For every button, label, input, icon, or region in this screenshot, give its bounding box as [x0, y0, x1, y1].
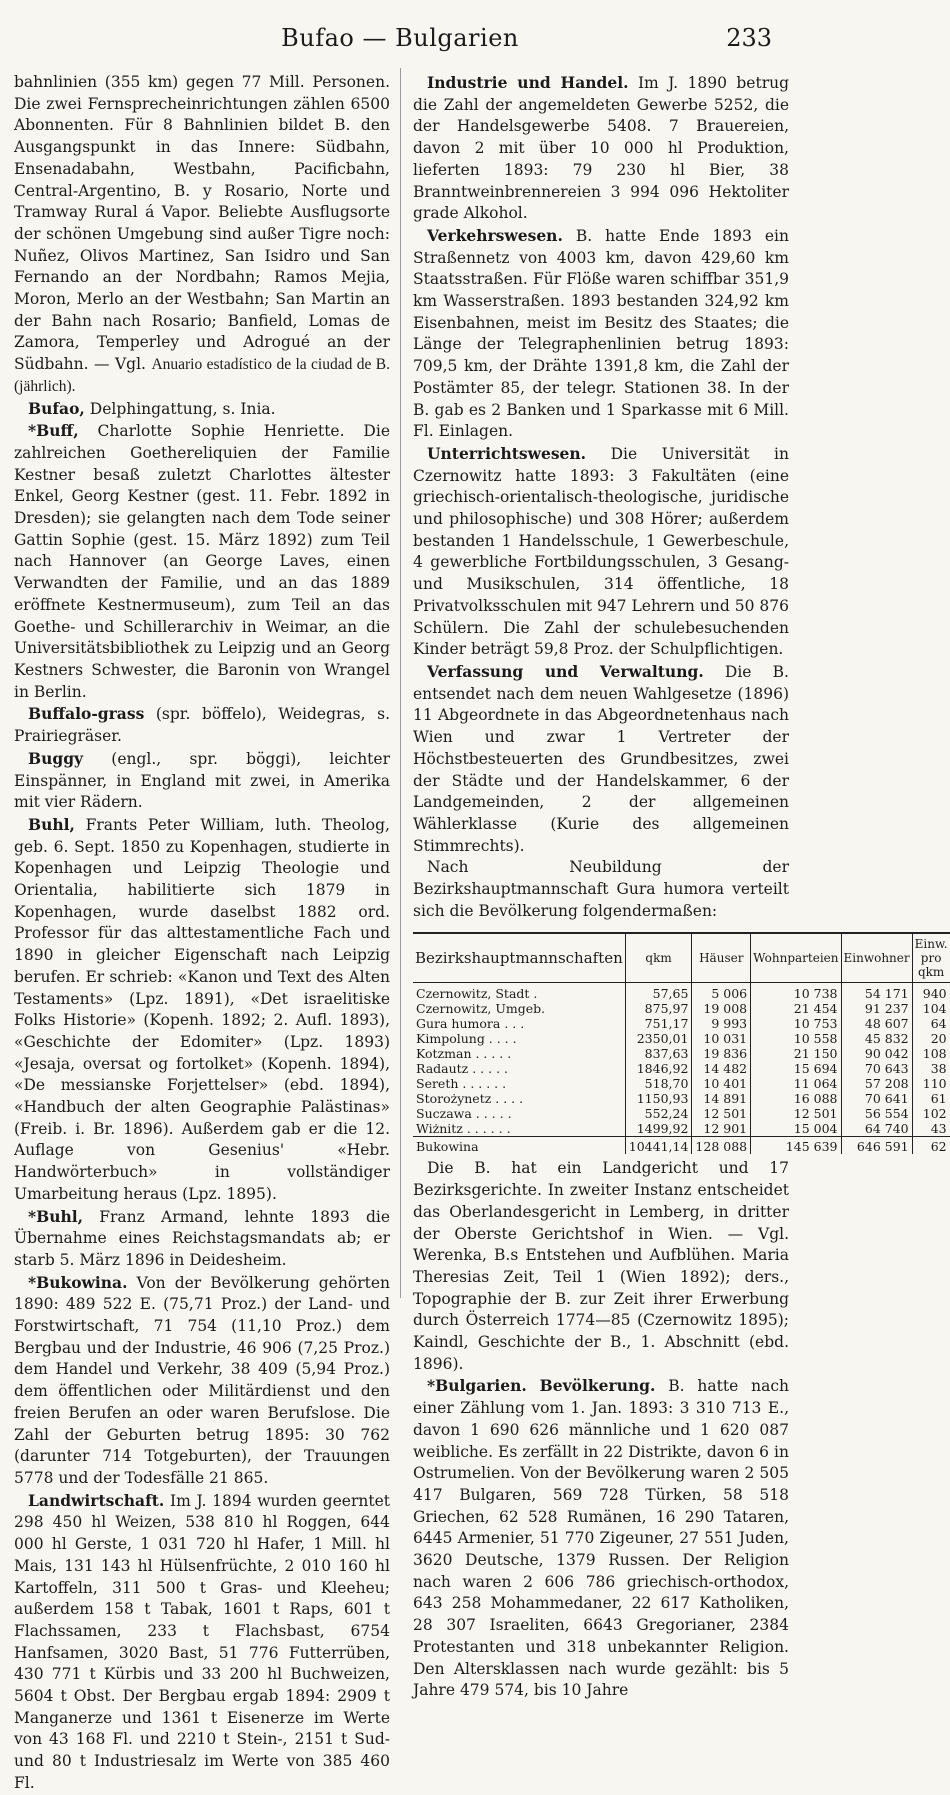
table-cell: 1499,92: [625, 1121, 692, 1137]
entry-bukowina: [14, 1272, 390, 1490]
entry-buff: [14, 420, 390, 703]
table-cell: 70 641: [841, 1091, 912, 1106]
running-head: Bufao — Bulgarien: [281, 24, 519, 52]
entry-buhl-frants: [14, 814, 390, 1206]
entry-buhl-franz: [14, 1206, 390, 1272]
headword: Buggy: [28, 748, 84, 768]
subheading: Landwirtschaft.: [28, 1490, 165, 1510]
headword: *Buff,: [28, 421, 79, 441]
table-header-row: [413, 933, 950, 983]
table-row: [413, 1031, 950, 1046]
entry-text: Die B. hat ein Landgericht und 17 Bezirksgerichte. In zweiter Instanz entscheidet das Oberlandesgericht in Lemberg, in dritter der Oberste Gerichtshof in Wien. — Vgl. Werenka, B.s Entstehen und Aufblühen. Maria Theresias Zeit, Teil 1 (Wien 1892); ders., Topographie der B. zur Zeit ihrer Erwerbung durch Österreich 1774—85 (Czernowitz 1895); Kaindl, Geschichte der B., 1. Abschnitt (ebd. 1896).: [413, 1159, 789, 1373]
table-cell: 90 042: [841, 1046, 912, 1061]
table-cell: 875,97: [625, 1001, 692, 1016]
column-divider: [400, 68, 401, 1298]
table-body: [413, 983, 950, 1155]
table-total-row: [413, 1137, 950, 1155]
table-cell: 14 482: [692, 1061, 751, 1076]
table-cell: 12 901: [692, 1121, 751, 1137]
entry-text: (engl., spr. böggi), leichter Einspänner, in England mit zwei, in Amerika mit vier Rädern.: [14, 749, 390, 812]
table-cell: 64 740: [841, 1121, 912, 1137]
table-cell: Bukowina: [413, 1137, 625, 1155]
table-cell: 552,24: [625, 1106, 692, 1121]
table-cell: 12 501: [692, 1106, 751, 1121]
table-cell: 38: [912, 1061, 950, 1076]
table-cell: 56 554: [841, 1106, 912, 1121]
entry-text: Delphingattung, s. Inia.: [89, 399, 276, 418]
headword: *Bukowina.: [28, 1272, 128, 1292]
table-cell: 91 237: [841, 1001, 912, 1016]
table-cell: 10 401: [692, 1076, 751, 1091]
paragraph-neubildung: [413, 857, 789, 922]
page-number: 233: [726, 24, 772, 52]
table-cell: Suczawa . . . . .: [416, 1106, 512, 1122]
table-cell: 15 694: [751, 1061, 841, 1076]
table-cell: 20: [912, 1031, 950, 1046]
table-cell: 10 558: [751, 1031, 841, 1046]
entry-text: Franz Armand, lehnte 1893 die Übernahme eines Reichstagsmandats ab; er starb 5. März 1896 in Deidesheim.: [14, 1207, 390, 1269]
table-cell: 518,70: [625, 1076, 692, 1091]
table-cell: 751,17: [625, 1016, 692, 1031]
table-cell: 15 004: [751, 1121, 841, 1137]
table-cell: 110: [912, 1076, 950, 1091]
subsection-verfassung: [413, 661, 789, 857]
table-row: [413, 1046, 950, 1061]
table-cell: 21 454: [751, 1001, 841, 1016]
table-cell: 940: [912, 983, 950, 1002]
table-cell: Czernowitz, Umgeb.: [416, 1001, 546, 1017]
table-cell: 16 088: [751, 1091, 841, 1106]
table-cell: 57 208: [841, 1076, 912, 1091]
subheading: Industrie und Handel.: [427, 73, 629, 92]
table-cell: Sereth . . . . . .: [416, 1076, 507, 1092]
table-cell: 57,65: [625, 983, 692, 1002]
col-header-houses: Häuser: [692, 933, 751, 983]
entry-buggy: [14, 748, 390, 814]
entry-text: Charlotte Sophie Henriette. Die zahlreichen Goethereliquien der Familie Kestner besaß zuletzt Charlottes ältester Enkel, Georg Kestner (gest. 11. Febr. 1892 in Dresden); sie gelangten nach dem Tode seiner Gattin Sophie (gest. 15. März 1892) zum Teil nach Hannover (an George Laves, einen Verwandten der Familie, und an das 1889 eröffnete Kestnermuseum), zum Teil an das Goethe- und Schillerarchiv in Weimar, an die Universitätsbibliothek zu Leipzig und an Georg Kestners Schwester, die Baronin von Wrangel in Berlin.: [14, 422, 390, 701]
table-cell: 108: [912, 1046, 950, 1061]
entry-text: Im J. 1890 betrug die Zahl der angemeldeten Gewerbe 5252, die der Handelsgewerbe 5408. 7 Brauereien, davon 2 mit über 10 000 hl Produktion, lieferten 1893: 79 230 hl Bier, 38 Branntweinbrennereien 3 994 096 Hektoliter grade Alkohol.: [413, 74, 790, 223]
subheading: Verkehrswesen.: [427, 225, 563, 245]
table-cell: 70 643: [841, 1061, 912, 1076]
subsection-landwirtschaft: [14, 1490, 390, 1795]
table-cell: 12 501: [751, 1106, 841, 1121]
col-header-district: Bezirkshauptmannschaften: [413, 933, 625, 983]
table-row: [413, 1076, 950, 1091]
table-cell: Radautz . . . . .: [416, 1061, 508, 1077]
table-cell: 646 591: [841, 1137, 912, 1155]
table-row: [413, 1001, 950, 1016]
table-cell: 10441,14: [625, 1137, 692, 1155]
table-cell: 837,63: [625, 1046, 692, 1061]
table-row: [413, 1061, 950, 1076]
table-cell: 145 639: [751, 1137, 841, 1155]
headword: *Bulgarien.: [427, 1376, 527, 1396]
table-cell: 10 738: [751, 983, 841, 1002]
subsection-unterrichtswesen: [413, 443, 789, 661]
table-cell: 54 171: [841, 983, 912, 1002]
table-cell: 102: [912, 1106, 950, 1121]
entry-continuation: [14, 72, 390, 398]
col-header-households: Wohnparteien: [751, 933, 841, 983]
continuation-text: bahnlinien (355 km) gegen 77 Mill. Personen. Die zwei Fernsprecheinrichtungen zählen 6500 Abonnenten. Für 8 Bahnlinien bildet B. den Ausgangspunkt in das Innere: Südbahn, Ensenadabahn, Westbahn, Pacificbahn, Central-Argentino, B. y Rosario, Norte und Tramway Rural á Vapor. Beliebte Ausflugsorte der schönen Umgebung sind außer Tigre noch: Nuñez, Olivos Martinez, San Isidro und San Fernando an der Nordbahn; Ramos Mejia, Moron, Merlo an der Westbahn; San Martin an der Bahn nach Rosario; Banfield, Lomas de Zamora, Temperley und Adrogué an der Südbahn. — Vgl.: [14, 73, 390, 374]
entry-text: (spr. böffelo), Weidegras, s. Prairiegräser.: [14, 705, 390, 746]
table-cell: Storożynetz . . . .: [416, 1091, 524, 1107]
table-cell: 48 607: [841, 1016, 912, 1031]
table-cell: 10 031: [692, 1031, 751, 1046]
table-row: [413, 983, 950, 1002]
population-table: [413, 932, 950, 1154]
table-cell: 45 832: [841, 1031, 912, 1046]
table-row: [413, 1121, 950, 1137]
table-row: [413, 1091, 950, 1106]
headword: *Buhl,: [28, 1206, 84, 1226]
entry-text: Die Universität in Czernowitz hatte 1893: 3 Fakultäten (eine griechisch-orientalisch-theologische, juridische und philosophische) und 308 Hörer; außerdem bestanden 1 Handelsschule, 1 Gewerbeschule, 4 gewerbliche Fortbildungsschulen, 3 Gesang- und Musikschulen, 314 öffentliche, 18 Privatvolksschulen mit 947 Lehrern und 50 876 Schülern. Die Zahl der schulebesuchenden Kinder beträgt 59,8 Proz. der Schulpflichtigen.: [413, 444, 789, 659]
headword: Buhl,: [28, 814, 75, 834]
subsection-industrie: [413, 72, 789, 225]
table-cell: Czernowitz, Stadt .: [416, 986, 538, 1002]
entry-text: B. hatte Ende 1893 ein Straßennetz von 4003 km, davon 429,60 km Staatsstraßen. Für Flöße waren schiffbar 351,9 km Wasserstraßen. 1893 bestanden 324,92 km Eisenbahnen, meist im Besitz des Staates; die Länge der Telegraphenlinien betrug 1893: 709,5 km, der Drähte 1391,8 km, die Zahl der Postämter 85, der telegr. Stationen 38. In der B. gab es 2 Banken und 1 Sparkasse mit 6 Mill. Fl. Einlagen.: [413, 226, 789, 441]
entry-bulgarien: [413, 1375, 789, 1702]
table-cell: 43: [912, 1121, 950, 1137]
entry-text: Frants Peter William, luth. Theolog, geb. 6. Sept. 1850 zu Kopenhagen, studierte in Kopenhagen und Leipzig Theologie und Orientalia, habilitierte sich 1879 in Kopenhagen, wurde daselbst 1882 ord. Professor für das alttestamentliche Fach und 1890 in gleicher Eigenschaft nach Leipzig berufen. Er schrieb: «Kanon und Text des Alten Testaments» (Lpz. 1891), «Det israelitiske Folks Historie» (Kopenh. 1892; 2. Aufl. 1893), «Geschichte der Edomiter» (Lpz. 1893) «Jesaja, oversat og fortolket» (Kopenh. 1894), «De messianske Forjettelser» (ebd. 1894), «Handbuch der alten Geographie Palästinas» (Freib. i. Br. 1896). Außerdem gab er die 12. Auflage von Gesenius' «Hebr. Handwörterbuch» in vollständiger Umarbeitung heraus (Lpz. 1895).: [14, 815, 390, 1203]
table-cell: 21 150: [751, 1046, 841, 1061]
col-header-inhabitants: Einwohner: [841, 933, 912, 983]
left-column: [14, 72, 390, 1795]
table-cell: Gura humora . . .: [416, 1016, 525, 1032]
headword: Bufao,: [28, 398, 85, 418]
table-cell: 128 088: [692, 1137, 751, 1155]
table-cell: 61: [912, 1091, 950, 1106]
table-cell: Kimpolung . . . .: [416, 1031, 517, 1047]
table-cell: Kotzman . . . . .: [416, 1046, 512, 1062]
table-cell: 19 008: [692, 1001, 751, 1016]
entry-bufao: [14, 398, 390, 421]
table-cell: 1150,93: [625, 1091, 692, 1106]
headword: Buffalo-grass: [28, 704, 145, 724]
subheading: Bevölkerung.: [539, 1376, 656, 1396]
col-header-density: Einw. pro qkm: [912, 933, 950, 983]
subsection-verkehrswesen: [413, 225, 789, 443]
table-cell: Wiżnitz . . . . . .: [416, 1121, 511, 1137]
reference-title: Anuario estadístico de la ciudad de B. (jährlich).: [14, 356, 390, 395]
subheading: Verfassung und Verwaltung.: [427, 661, 704, 681]
table-cell: 14 891: [692, 1091, 751, 1106]
col-header-qkm: qkm: [625, 933, 692, 983]
table-cell: 10 753: [751, 1016, 841, 1031]
entry-text: Von der Bevölkerung gehörten 1890: 489 522 E. (75,71 Proz.) der Land- und Forstwirtschaft, 71 754 (11,10 Proz.) dem Bergbau und der Industrie, 46 906 (7,25 Proz.) dem Handel und Verkehr, 38 409 (5,94 Proz.) dem öffentlichen oder Militärdienst und den freien Berufen an oder waren Berufslose. Die Zahl der Geburten betrug 1895: 30 762 (darunter 714 Totgeburten), der Trauungen 5778 und der Todesfälle 21 865.: [14, 1273, 390, 1487]
entry-buffalo-grass: [14, 703, 390, 747]
table-row: [413, 1016, 950, 1031]
entry-text: Die B. entsendet nach dem neuen Wahlgesetze (1896) 11 Abgeordnete in das Abgeordnetenhaus nach Wien und zwar 1 Vertreter der Höchstbesteuerten des Grundbesitzes, zwei der Städte und der Handelskammer, 6 der Landgemeinden, 2 der allgemeinen Wählerklasse (Kurie des allgemeinen Stimmrechts).: [413, 662, 789, 855]
subheading: Unterrichtswesen.: [427, 443, 587, 463]
entry-text: B. hatte nach einer Zählung vom 1. Jan. 1893: 3 310 713 E., davon 1 690 626 männliche und 1 620 087 weibliche. Es zerfällt in 22 Distrikte, davon 6 in Ostrumelien. Von der Bevölkerung waren 2 505 417 Bulgaren, 569 728 Türken, 58 518 Griechen, 62 528 Rumänen, 16 290 Tataren, 6445 Armenier, 51 770 Zigeuner, 27 551 Juden, 3620 Deutsche, 1379 Russen. Der Religion nach waren 2 606 786 griechisch-orthodox, 643 258 Mohammedaner, 22 617 Katholiken, 28 307 Israeliten, 6643 Gregorianer, 2384 Protestanten und 318 unbekannter Religion. Den Altersklassen nach wurde gezählt: bis 5 Jahre 479 574, bis 10 Jahre: [413, 1377, 789, 1700]
entry-text: Im J. 1894 wurden geerntet 298 450 hl Weizen, 538 810 hl Roggen, 644 000 hl Gerste, 1 031 720 hl Hafer, 1 Mill. hl Mais, 131 143 hl Hülsenfrüchte, 2 010 160 hl Kartoffeln, 311 500 t Gras- und Kleeheu; außerdem 158 t Tabak, 1601 t Raps, 601 t Flachssamen, 233 t Flachsbast, 6754 Hanfsamen, 3020 Bast, 51 776 Futterrüben, 430 771 t Kürbis und 33 200 hl Buchweizen, 5604 t Obst. Der Bergbau ergab 1894: 2909 t Manganerze und 1361 t Eisenerze im Werte von 43 168 Fl. und 2210 t Stein-, 2151 t Sud- und 80 t Industriesalz im Werte von 385 460 Fl.: [14, 1491, 390, 1792]
table-cell: 9 993: [692, 1016, 751, 1031]
table-cell: 5 006: [692, 983, 751, 1002]
table-row: [413, 1106, 950, 1121]
table-cell: 19 836: [692, 1046, 751, 1061]
paragraph-gerichte: [413, 1158, 789, 1375]
table-cell: 62: [912, 1137, 950, 1155]
table-cell: 2350,01: [625, 1031, 692, 1046]
table-cell: 64: [912, 1016, 950, 1031]
page-header: [0, 10, 800, 54]
table-cell: 104: [912, 1001, 950, 1016]
right-column: [413, 72, 948, 1702]
table-cell: 11 064: [751, 1076, 841, 1091]
table-cell: 1846,92: [625, 1061, 692, 1076]
entry-text: Nach Neubildung der Bezirkshauptmannschaft Gura humora verteilt sich die Bevölkerung folgendermaßen:: [413, 858, 789, 920]
